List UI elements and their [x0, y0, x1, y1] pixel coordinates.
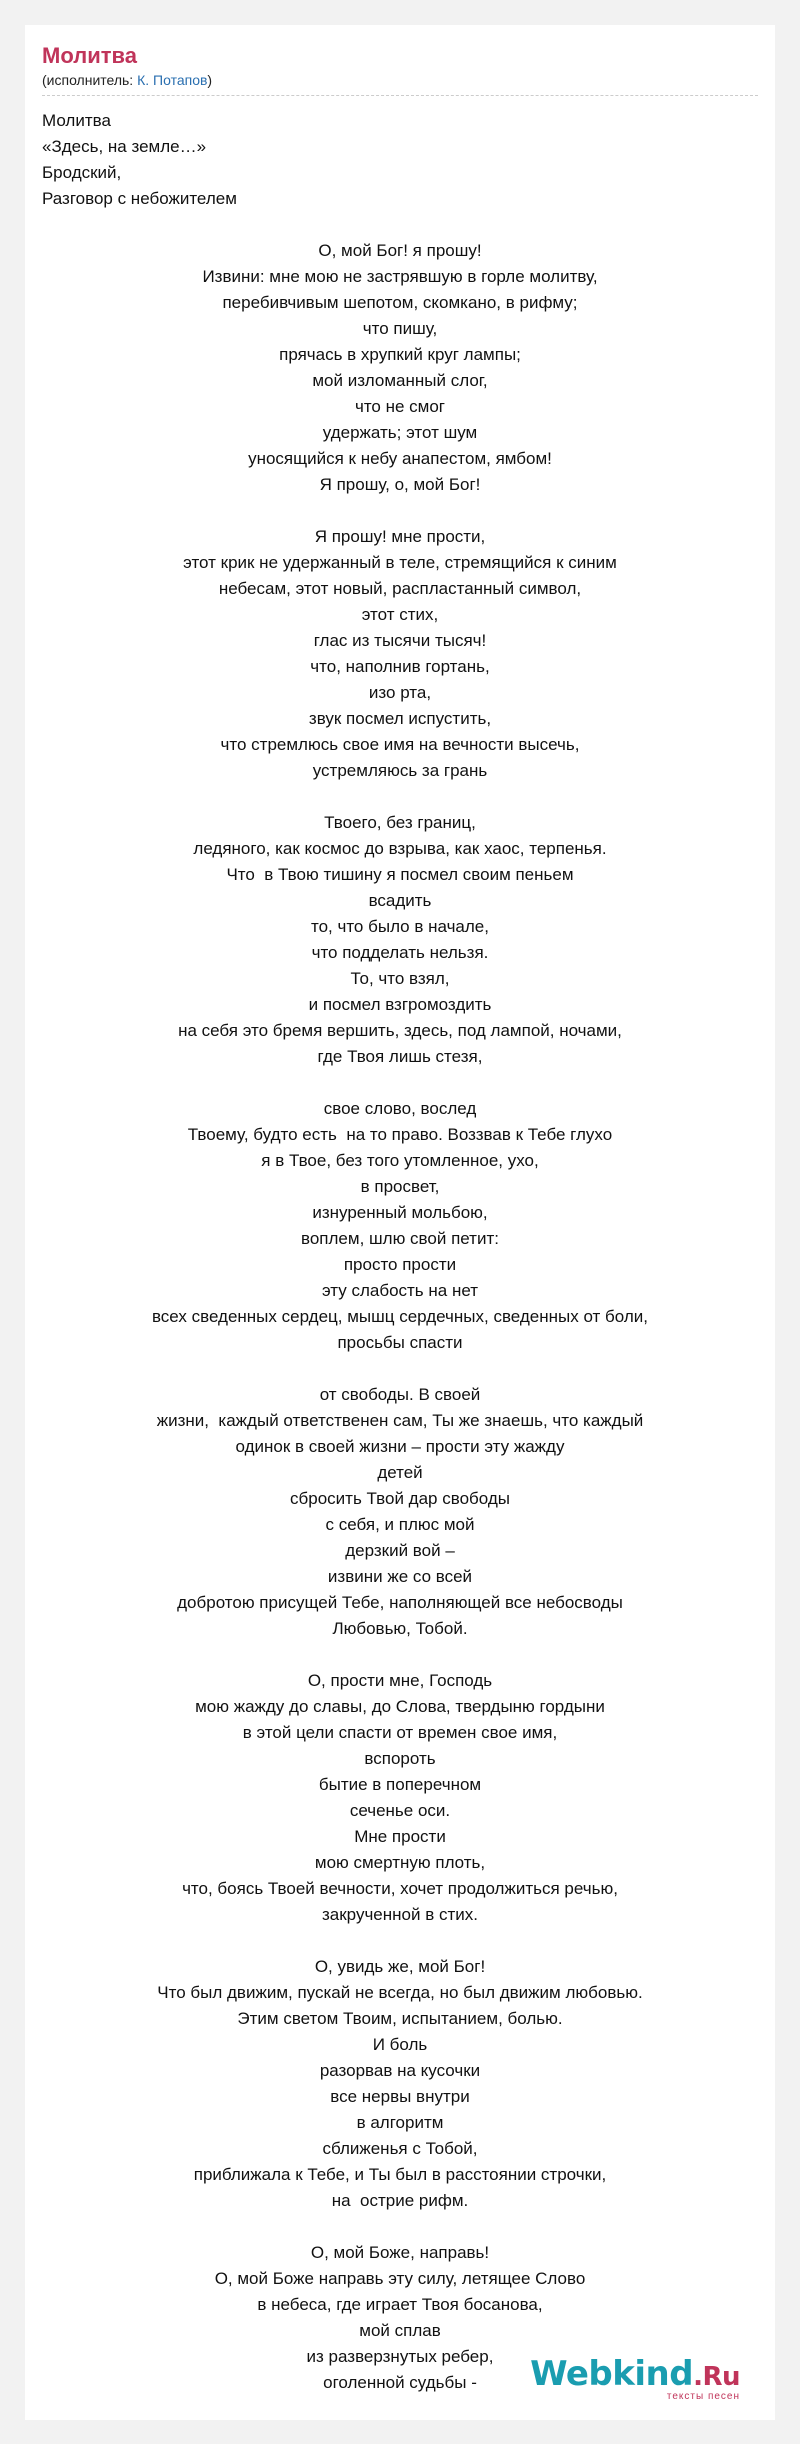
page-title: Молитва [42, 43, 137, 68]
lyric-line: устремляюсь за грань [312, 761, 488, 780]
stanza [42, 1954, 758, 2214]
lyric-line: просьбы спасти [337, 1333, 463, 1352]
lyric-line: добротою присущей Тебе, наполняющей все небосводы [177, 1593, 623, 1612]
header-line: Разговор с небожителем [42, 189, 237, 208]
lyric-line: Что был движим, пускай не всегда, но был движим любовью. [157, 1983, 643, 2002]
stanza [42, 1096, 758, 1356]
performer-link[interactable]: К. Потапов [137, 72, 208, 88]
stanza [42, 524, 758, 784]
lyric-line: О, прости мне, Господь [307, 1671, 493, 1690]
lyric-line: где Твоя лишь стезя, [317, 1047, 483, 1066]
lyric-line: О, мой Боже направь эту силу, летящее Слово [214, 2269, 586, 2288]
lyric-line: Я прошу! мне прости, [314, 527, 486, 546]
lyric-line: всех сведенных сердец, мышц сердечных, сведенных от боли, [151, 1307, 649, 1326]
performer-line [42, 71, 758, 89]
lyric-line: изнуренный мольбою, [312, 1203, 488, 1222]
lyric-line: свое слово, вослед [323, 1099, 477, 1118]
lyric-line: просто прости [343, 1255, 457, 1274]
lyric-line: на себя это бремя вершить, здесь, под лампой, ночами, [178, 1021, 622, 1040]
lyric-line: приближала к Тебе, и Ты был в расстоянии строчки, [193, 2165, 607, 2184]
lyric-line: мою смертную плоть, [314, 1853, 486, 1872]
lyric-line: и посмел взгромоздить [308, 995, 492, 1014]
lyric-line: воплем, шлю свой петит: [301, 1229, 499, 1248]
lyric-line: этот крик не удержанный в теле, стремящийся к синим [183, 553, 617, 572]
lyric-line: все нервы внутри [330, 2087, 470, 2106]
lyric-line: извини же со всей [327, 1567, 473, 1586]
header-line: Бродский, [42, 163, 122, 182]
lyric-line: глас из тысячи тысяч! [313, 631, 487, 650]
lyric-line: сбросить Твой дар свободы [290, 1489, 510, 1508]
lyrics-header [42, 108, 758, 212]
lyric-line: мой сплав [359, 2321, 441, 2340]
header-line: «Здесь, на земле…» [42, 137, 207, 156]
lyric-line: Я прошу, о, мой Бог! [319, 475, 481, 494]
lyric-line: бытие в поперечном [318, 1775, 482, 1794]
lyric-line: И боль [372, 2035, 428, 2054]
lyric-line: то, что было в начале, [310, 917, 489, 936]
lyric-line: О, мой Боже, направь! [310, 2243, 490, 2262]
lyric-line: разорвав на кусочки [319, 2061, 481, 2080]
lyric-line: прячась в хрупкий круг лампы; [279, 345, 521, 364]
stanza [42, 1382, 758, 1642]
performer-suffix: ) [207, 72, 213, 88]
lyric-line: в просвет, [360, 1177, 440, 1196]
lyric-line: Что в Твою тишину я посмел своим пеньем [226, 865, 574, 884]
logo-tagline: тексты песен [666, 2391, 740, 2402]
lyric-line: что стремлюсь свое имя на вечности высечь, [220, 735, 580, 754]
lyric-line: что, наполнив гортань, [310, 657, 490, 676]
lyric-line: Твоего, без границ, [324, 813, 476, 832]
lyric-line: что, боясь Твоей вечности, хочет продолжиться речью, [182, 1879, 618, 1898]
lyric-line: дерзкий вой – [345, 1541, 455, 1560]
logo-kind: kind [612, 2354, 694, 2394]
logo-wordmark [530, 2356, 740, 2395]
lyrics-card [25, 25, 775, 2420]
lyric-line: мой изломанный слог, [312, 371, 488, 390]
lyric-line: в небеса, где играет Твоя босанова, [257, 2295, 543, 2314]
lyric-line: закрученной в стих. [322, 1905, 478, 1924]
lyric-line: перебивчивым шепотом, скомкано, в рифму; [222, 293, 578, 312]
lyric-line: я в Твое, без того утомленное, ухо, [261, 1151, 539, 1170]
lyric-line: всадить [368, 891, 432, 910]
webkind-logo[interactable] [530, 2356, 740, 2402]
lyric-line: ледяного, как космос до взрыва, как хаос, терпенья. [193, 839, 607, 858]
lyric-line: Твоему, будто есть на то право. Воззвав к Тебе глухо [187, 1125, 613, 1144]
lyric-line: от свободы. В своей [319, 1385, 481, 1404]
stanza [42, 238, 758, 498]
performer-prefix: (исполнитель: [42, 72, 138, 88]
stanza [42, 1668, 758, 1928]
lyric-line: Извини: мне мою не застрявшую в горле молитву, [202, 267, 598, 286]
lyric-line: что подделать нельзя. [311, 943, 489, 962]
logo-ru: .Ru [693, 2362, 740, 2392]
lyric-line: сближенья с Тобой, [322, 2139, 478, 2158]
lyrics-text [42, 238, 758, 2396]
lyric-line: То, что взял, [350, 969, 450, 988]
lyric-line: звук посмел испустить, [308, 709, 492, 728]
lyric-line: с себя, и плюс мой [325, 1515, 475, 1534]
lyric-line: мою жажду до славы, до Слова, твердыню гордыни [195, 1697, 605, 1716]
title-divider [42, 95, 758, 96]
lyric-line: небесам, этот новый, распластанный символ, [218, 579, 582, 598]
lyric-line: в алгоритм [356, 2113, 444, 2132]
lyric-line: О, увидь же, мой Бог! [314, 1957, 486, 1976]
lyric-line: Любовью, Тобой. [332, 1619, 468, 1638]
lyric-line: оголенной судьбы - [323, 2373, 477, 2392]
lyric-line: эту слабость на нет [321, 1281, 479, 1300]
lyric-line: изо рта, [368, 683, 432, 702]
lyric-line: сеченье оси. [349, 1801, 451, 1820]
lyric-line: что не смог [354, 397, 446, 416]
lyric-line: удержать; этот шум [322, 423, 478, 442]
lyric-line: вспороть [364, 1749, 436, 1768]
lyric-line: что пишу, [362, 319, 438, 338]
stanza [42, 810, 758, 1070]
lyric-line: детей [377, 1463, 423, 1482]
lyric-line: из разверзнутых ребер, [306, 2347, 494, 2366]
lyric-line: на острие рифм. [331, 2191, 469, 2210]
lyric-line: Мне прости [354, 1827, 446, 1846]
lyric-line: этот стих, [361, 605, 439, 624]
lyric-line: одинок в своей жизни – прости эту жажду [235, 1437, 565, 1456]
logo-web: Web [530, 2354, 613, 2394]
lyric-line: уносящийся к небу анапестом, ямбом! [248, 449, 552, 468]
lyric-line: Этим светом Твоим, испытанием, болью. [237, 2009, 563, 2028]
lyric-line: О, мой Бог! я прошу! [318, 241, 482, 260]
lyric-line: в этой цели спасти от времен свое имя, [242, 1723, 558, 1742]
lyric-line: жизни, каждый ответственен сам, Ты же знаешь, что каждый [156, 1411, 644, 1430]
header-line: Молитва [42, 111, 111, 130]
